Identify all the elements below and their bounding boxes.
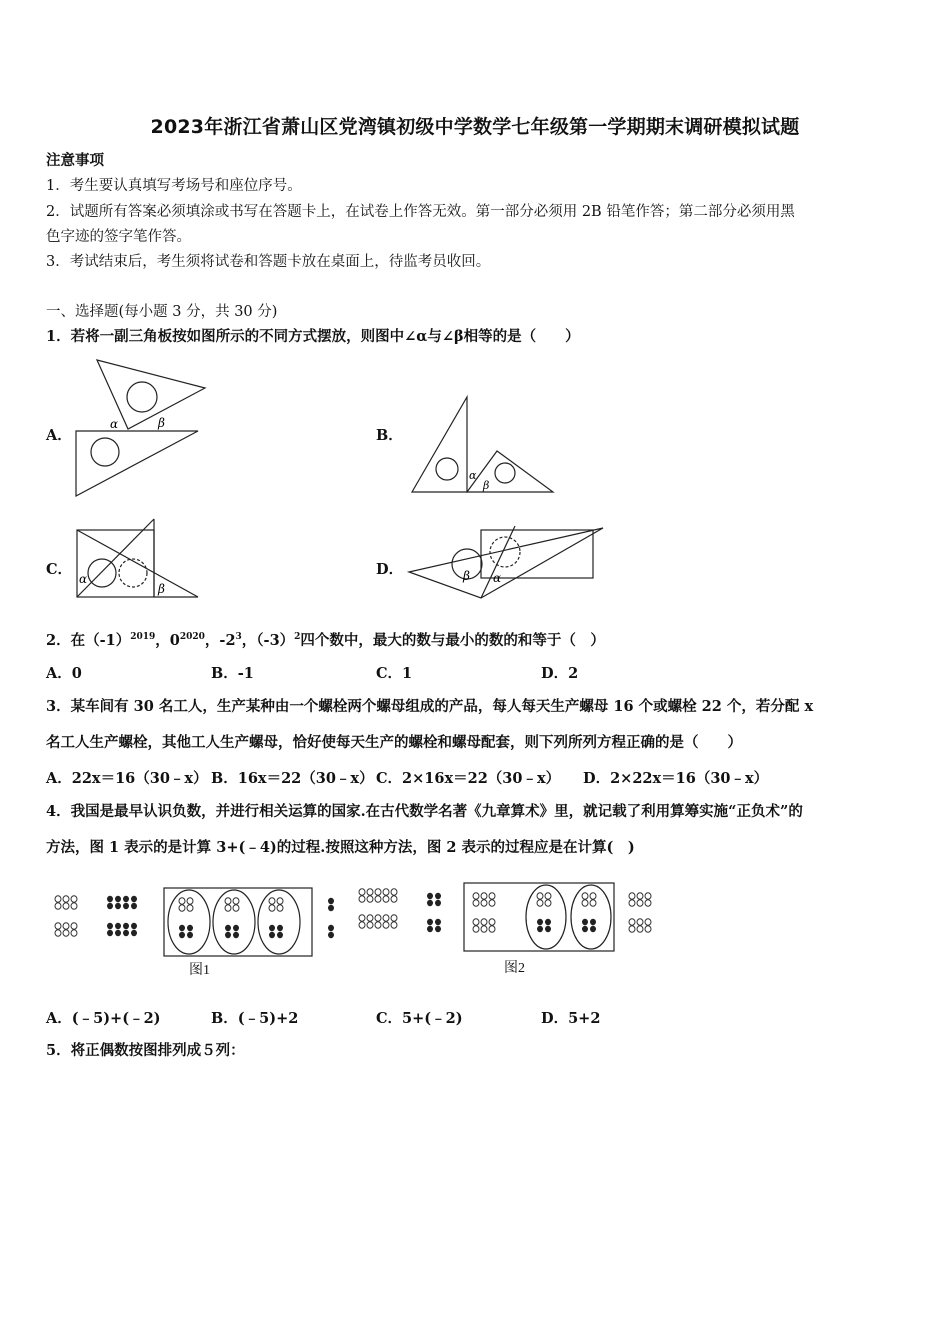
q1-d-beta: β bbox=[463, 569, 470, 583]
rod-white bbox=[582, 900, 588, 906]
rod-white bbox=[481, 926, 487, 932]
rod-white bbox=[383, 922, 389, 928]
rod-white bbox=[383, 915, 389, 921]
rod-white bbox=[63, 903, 69, 909]
q2-option-c[interactable]: C．1 bbox=[376, 665, 413, 682]
rod-black bbox=[269, 925, 275, 931]
q2-option-d[interactable]: D．2 bbox=[541, 665, 579, 682]
rod-black bbox=[233, 925, 239, 931]
rod-black bbox=[435, 893, 441, 899]
q1-stem: 1．若将一副三角板按如图所示的不同方式摆放，则图中∠α与∠β相等的是（ ） bbox=[46, 328, 580, 345]
rod-white bbox=[637, 900, 643, 906]
rod-white bbox=[545, 900, 551, 906]
rod-white bbox=[359, 922, 365, 928]
q3-line-2: 名工人生产螺栓，其他工人生产螺母，恰好使每天生产的螺栓和螺母配套，则下列所列方程正确的是（ ） bbox=[46, 734, 742, 751]
rod-black bbox=[179, 925, 185, 931]
rod-black bbox=[427, 926, 433, 932]
rod-black bbox=[328, 925, 334, 931]
q4-option-d[interactable]: D．5+2 bbox=[541, 1010, 601, 1027]
rod-white bbox=[473, 893, 479, 899]
rod-black bbox=[123, 903, 129, 909]
q1-figure-d bbox=[405, 522, 610, 602]
rod-black bbox=[131, 896, 137, 902]
rod-white bbox=[63, 930, 69, 936]
rod-white bbox=[391, 915, 397, 921]
rod-white bbox=[391, 889, 397, 895]
rod-white bbox=[71, 903, 77, 909]
rod-black bbox=[131, 923, 137, 929]
rod-white bbox=[489, 919, 495, 925]
rod-white bbox=[637, 926, 643, 932]
rod-white bbox=[629, 919, 635, 925]
q1-c-alpha: α bbox=[79, 572, 88, 586]
rod-white bbox=[383, 896, 389, 902]
rod-white bbox=[473, 926, 479, 932]
rod-white bbox=[55, 930, 61, 936]
rod-white bbox=[637, 893, 643, 899]
rod-black bbox=[233, 932, 239, 938]
rod-white bbox=[391, 922, 397, 928]
q1-label-c: C． bbox=[46, 561, 73, 578]
rod-black bbox=[590, 926, 596, 932]
rod-white bbox=[187, 905, 193, 911]
rod-white bbox=[481, 900, 487, 906]
rod-white bbox=[545, 893, 551, 899]
rod-white bbox=[375, 889, 381, 895]
rod-black bbox=[131, 930, 137, 936]
rod-white bbox=[277, 898, 283, 904]
rod-white bbox=[645, 893, 651, 899]
rod-white bbox=[375, 896, 381, 902]
rod-black bbox=[115, 896, 121, 902]
page-title: 2023年浙江省萧山区党湾镇初级中学数学七年级第一学期期末调研模拟试题 bbox=[150, 116, 800, 138]
rod-white bbox=[359, 896, 365, 902]
rod-white bbox=[489, 893, 495, 899]
q1-b-alpha: α bbox=[469, 469, 477, 482]
q3-option-b[interactable]: B．16x＝22（30﹣x） bbox=[211, 770, 374, 787]
rod-white bbox=[645, 900, 651, 906]
q1-a-beta: β bbox=[158, 416, 165, 430]
notice-item-1: 1．考生要认真填写考场号和座位序号。 bbox=[46, 178, 302, 194]
q4-figure-1 bbox=[48, 885, 318, 960]
rod-black bbox=[115, 903, 121, 909]
rod-white bbox=[590, 893, 596, 899]
rod-black bbox=[582, 919, 588, 925]
notice-item-2: 2．试题所有答案必须填涂或书写在答题卡上，在试卷上作答无效。第一部分必须用 2B 铅笔作答；第二部分必须用黑 bbox=[46, 204, 795, 220]
rod-black bbox=[328, 932, 334, 938]
rod-black bbox=[328, 905, 334, 911]
section-heading: 一、选择题(每小题 3 分，共 30 分) bbox=[46, 304, 278, 320]
rod-white bbox=[367, 896, 373, 902]
rod-black bbox=[537, 919, 543, 925]
rod-white bbox=[383, 889, 389, 895]
rod-black bbox=[123, 930, 129, 936]
q1-a-alpha: α bbox=[110, 417, 119, 431]
q2-option-b[interactable]: B．-1 bbox=[211, 665, 254, 682]
q1-figure-c bbox=[70, 515, 210, 605]
q4-line-2: 方法，图 1 表示的是计算 3+(﹣4)的过程.按照这种方法，图 2 表示的过程应是在计算( ) bbox=[46, 839, 635, 856]
rod-black bbox=[435, 900, 441, 906]
rod-white bbox=[187, 898, 193, 904]
rod-black bbox=[435, 919, 441, 925]
rod-white bbox=[391, 896, 397, 902]
rod-white bbox=[489, 926, 495, 932]
rod-white bbox=[375, 922, 381, 928]
rod-white bbox=[71, 930, 77, 936]
rod-black bbox=[582, 926, 588, 932]
rod-black bbox=[545, 926, 551, 932]
rod-white bbox=[55, 923, 61, 929]
rod-white bbox=[590, 900, 596, 906]
rod-white bbox=[367, 915, 373, 921]
rod-black bbox=[107, 896, 113, 902]
q2-stem: 2．在$(-1)^{2019}$，$0^{2020}$，$-2^3$，$(-3)^2$四个数中，最大的数与最小的数的和等于（ ） bbox=[46, 631, 605, 649]
notice-item-2-cont: 色字迹的签字笔作答。 bbox=[46, 229, 191, 245]
q1-figure-a bbox=[70, 355, 210, 500]
rod-white bbox=[233, 905, 239, 911]
rod-white bbox=[225, 905, 231, 911]
rod-black bbox=[537, 926, 543, 932]
notice-item-3: 3．考试结束后，考生须将试卷和答题卡放在桌面上，待监考员收回。 bbox=[46, 254, 491, 270]
rod-black bbox=[269, 932, 275, 938]
q1-b-beta: β bbox=[483, 479, 490, 492]
q4-figure-2 bbox=[356, 880, 666, 955]
rod-white bbox=[537, 900, 543, 906]
rod-white bbox=[225, 898, 231, 904]
rod-white bbox=[367, 889, 373, 895]
rod-white bbox=[481, 893, 487, 899]
rod-black bbox=[107, 923, 113, 929]
rod-white bbox=[269, 905, 275, 911]
rod-white bbox=[71, 923, 77, 929]
rod-black bbox=[107, 930, 113, 936]
q4-fig2-caption: 图2 bbox=[504, 961, 525, 976]
rod-white bbox=[645, 926, 651, 932]
rod-black bbox=[107, 903, 113, 909]
q1-label-d: D． bbox=[376, 561, 404, 578]
rod-white bbox=[269, 898, 275, 904]
rod-white bbox=[645, 919, 651, 925]
rod-white bbox=[629, 900, 635, 906]
rod-white bbox=[629, 893, 635, 899]
rod-black bbox=[187, 932, 193, 938]
rod-white bbox=[367, 922, 373, 928]
rod-white bbox=[63, 923, 69, 929]
rod-white bbox=[55, 896, 61, 902]
notice-heading: 注意事项 bbox=[46, 152, 104, 169]
q4-line-1: 4．我国是最早认识负数，并进行相关运算的国家.在古代数学名著《九章算术》里，就记载了利用算筹实施“正负术”的 bbox=[46, 803, 803, 820]
rod-black bbox=[545, 919, 551, 925]
rod-black bbox=[115, 923, 121, 929]
rod-black bbox=[225, 932, 231, 938]
rod-white bbox=[629, 926, 635, 932]
q3-option-c[interactable]: C．2×16x＝22（30﹣x） bbox=[376, 770, 561, 787]
rod-white bbox=[63, 896, 69, 902]
rod-black bbox=[123, 923, 129, 929]
q4-fig1-caption: 图1 bbox=[189, 963, 210, 978]
rod-white bbox=[179, 898, 185, 904]
rod-black bbox=[427, 919, 433, 925]
rod-white bbox=[277, 905, 283, 911]
rod-black bbox=[115, 930, 121, 936]
rod-white bbox=[55, 903, 61, 909]
rod-black bbox=[225, 925, 231, 931]
q3-option-d[interactable]: D．2×22x＝16（30﹣x） bbox=[583, 770, 769, 787]
rod-white bbox=[481, 919, 487, 925]
rod-black bbox=[277, 925, 283, 931]
rod-white bbox=[473, 900, 479, 906]
q4-option-c[interactable]: C．5+(﹣2) bbox=[376, 1010, 463, 1027]
rod-white bbox=[473, 919, 479, 925]
q1-c-beta: β bbox=[158, 582, 165, 596]
rod-black bbox=[187, 925, 193, 931]
rod-black bbox=[590, 919, 596, 925]
q4-option-a[interactable]: A．(﹣5)+(﹣2) bbox=[46, 1010, 161, 1027]
q5-stem: 5．将正偶数按图排列成５列： bbox=[46, 1042, 245, 1059]
rod-white bbox=[637, 919, 643, 925]
rod-black bbox=[277, 932, 283, 938]
rod-white bbox=[489, 900, 495, 906]
rod-white bbox=[233, 898, 239, 904]
rod-white bbox=[375, 915, 381, 921]
q1-label-a: A． bbox=[46, 427, 72, 444]
rod-white bbox=[359, 889, 365, 895]
rod-white bbox=[582, 893, 588, 899]
rod-black bbox=[123, 896, 129, 902]
rod-white bbox=[179, 905, 185, 911]
rod-black bbox=[328, 898, 334, 904]
q4-option-b[interactable]: B．(﹣5)+2 bbox=[211, 1010, 299, 1027]
rod-black bbox=[427, 900, 433, 906]
q1-figure-b bbox=[405, 393, 565, 498]
q1-d-alpha: α bbox=[493, 571, 502, 585]
rod-black bbox=[131, 903, 137, 909]
q2-option-a[interactable]: A．0 bbox=[46, 665, 82, 682]
rod-white bbox=[359, 915, 365, 921]
rod-white bbox=[537, 893, 543, 899]
rod-black bbox=[179, 932, 185, 938]
rod-white bbox=[71, 896, 77, 902]
rod-black bbox=[427, 893, 433, 899]
q1-label-b: B． bbox=[376, 427, 403, 444]
rod-black bbox=[435, 926, 441, 932]
q3-option-a[interactable]: A．22x＝16（30﹣x） bbox=[46, 770, 208, 787]
q3-line-1: 3．某车间有 30 名工人，生产某种由一个螺栓两个螺母组成的产品，每人每天生产螺母 16 个或螺栓 22 个，若分配 x bbox=[46, 698, 814, 715]
